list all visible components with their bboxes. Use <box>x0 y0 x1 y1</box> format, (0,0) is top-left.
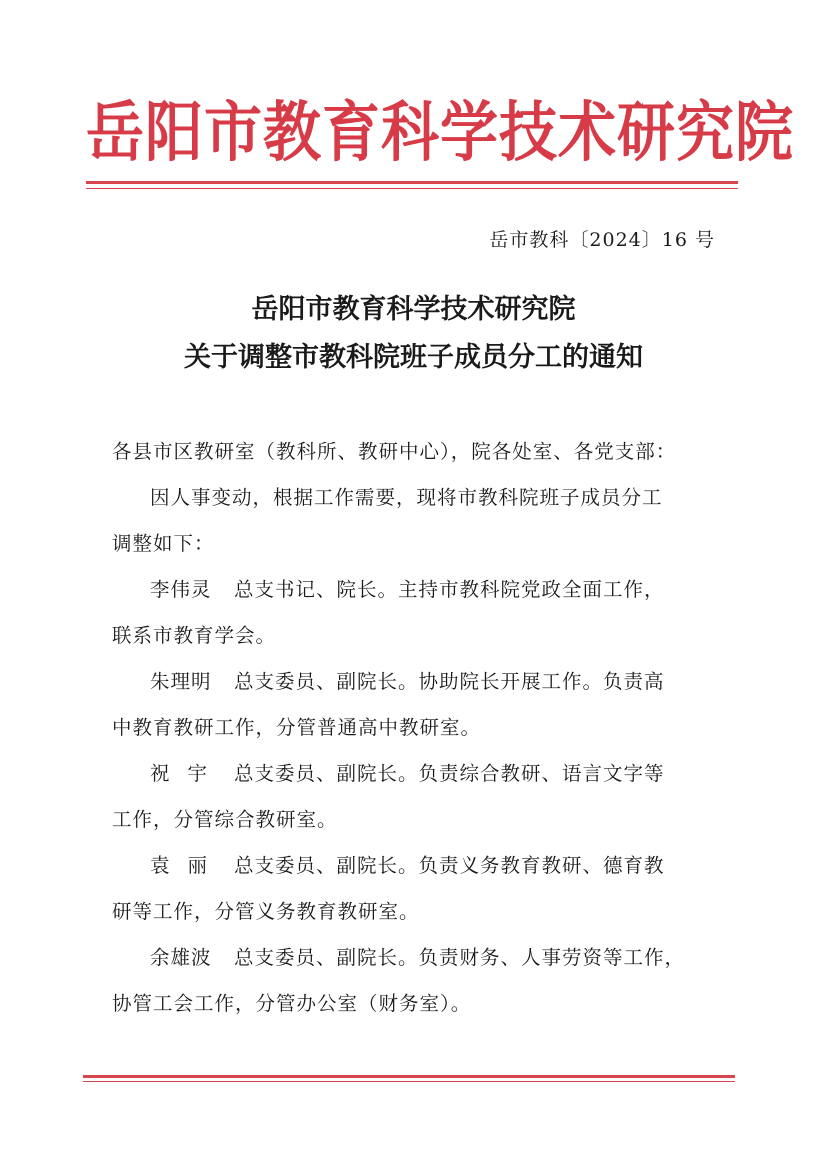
member-duties: 总支书记、院长。主持市教科院党政全面工作， <box>234 578 665 601</box>
title-line-1: 岳阳市教育科学技术研究院 <box>251 294 576 325</box>
member-entry <box>150 576 754 604</box>
footer-rule-thin <box>83 1081 735 1082</box>
member-name: 祝宇 <box>150 762 226 785</box>
member-entry <box>150 668 754 696</box>
member-duties: 总支委员、副院长。负责义务教育教研、德育教 <box>234 854 665 877</box>
member-duties: 总支委员、副院长。负责财务、人事劳资等工作， <box>234 946 686 969</box>
salutation: 各县市区教研室（教科所、教研中心），院各处室、各党支部： <box>112 440 677 463</box>
member-name: 余雄波 <box>150 946 212 969</box>
member-duties-cont: 研等工作，分管义务教育教研室。 <box>112 900 420 923</box>
title-line-2: 关于调整市教科院班子成员分工的通知 <box>184 342 643 373</box>
intro-line-2: 调整如下： <box>112 532 215 555</box>
letterhead-rule-thick <box>86 181 738 184</box>
footer-rule-thick <box>83 1075 735 1078</box>
document-number: 岳市教科〔2024〕16 号 <box>489 229 715 251</box>
member-duties-cont: 中教育教研工作，分管普通高中教研室。 <box>112 716 482 739</box>
member-name: 朱理明 <box>150 670 212 693</box>
member-entry <box>150 760 754 788</box>
member-duties: 总支委员、副院长。负责综合教研、语言文字等 <box>234 762 665 785</box>
letterhead-rule-thin <box>86 188 738 189</box>
member-duties-cont: 工作，分管综合教研室。 <box>112 808 338 831</box>
member-duties-cont: 联系市教育学会。 <box>112 624 277 647</box>
member-duties: 总支委员、副院长。协助院长开展工作。负责高 <box>234 670 665 693</box>
member-entry <box>150 852 754 880</box>
intro-line-1: 因人事变动，根据工作需要，现将市教科院班子成员分工 <box>150 486 663 509</box>
member-name: 袁丽 <box>150 854 226 877</box>
org-letterhead: 岳阳市教育科学技术研究院 <box>86 93 795 170</box>
member-duties-cont: 协管工会工作，分管办公室（财务室）。 <box>112 992 472 1015</box>
member-name: 李伟灵 <box>150 578 212 601</box>
member-entry <box>150 944 754 972</box>
